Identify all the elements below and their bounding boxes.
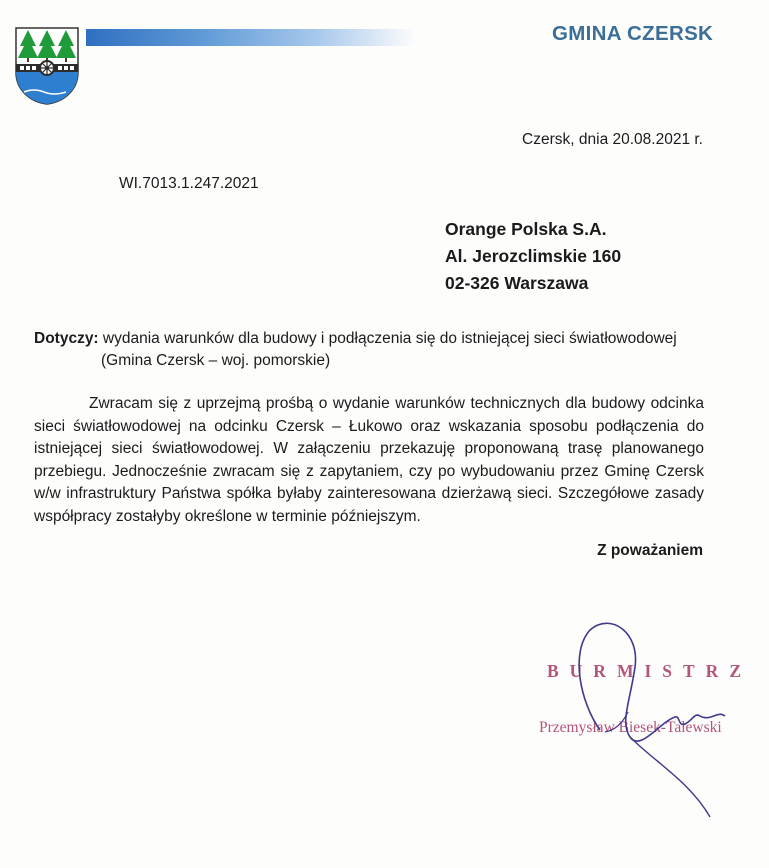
header-gradient-bar xyxy=(86,29,416,46)
subject-block xyxy=(34,328,714,372)
coat-of-arms-emblem xyxy=(14,26,80,106)
reference-number: WI.7013.1.247.2021 xyxy=(119,175,259,192)
addressee-city: 02-326 Warszawa xyxy=(445,273,589,293)
subject-text: wydania warunków dla budowy i podłączenia się do istniejącej sieci światłowodowej xyxy=(102,330,677,347)
addressee-block xyxy=(445,216,621,297)
municipality-name: GMINA CZERSK xyxy=(552,22,714,45)
subject-label: Dotyczy: xyxy=(34,330,99,347)
handwritten-signature xyxy=(560,612,760,822)
addressee-company: Orange Polska S.A. xyxy=(445,219,607,239)
stamp-title: BURMISTRZ xyxy=(547,661,752,681)
subject-text-continued: (Gmina Czersk – woj. pomorskie) xyxy=(101,352,331,369)
addressee-street: Al. Jerozclimskie 160 xyxy=(445,246,622,266)
place-and-date: Czersk, dnia 20.08.2021 r. xyxy=(522,131,703,148)
letter-body: Zwracam się z uprzejmą prośbą o wydanie warunków technicznych dla budowy odcinka sieci światłowodowej na odcinku Czersk – Łukowo oraz wskazania sposobu podłączenia do istniejącej sieci światłowodowej. W załączeniu przekazuję proponowaną trasę planowanego przebiegu. Jednocześnie zwracam się z zapytaniem, czy po wybudowaniu przez Gminę Czersk w/w infrastruktury Państwa spółka byłaby zainteresowana dzierżawą sieci. Szczegółowe zasady współpracy zostałyby określone w terminie późniejszym. xyxy=(34,395,704,525)
stamp-name: Przemysław Biesek-Talewski xyxy=(539,719,722,736)
closing-salutation: Z poważaniem xyxy=(597,542,703,559)
